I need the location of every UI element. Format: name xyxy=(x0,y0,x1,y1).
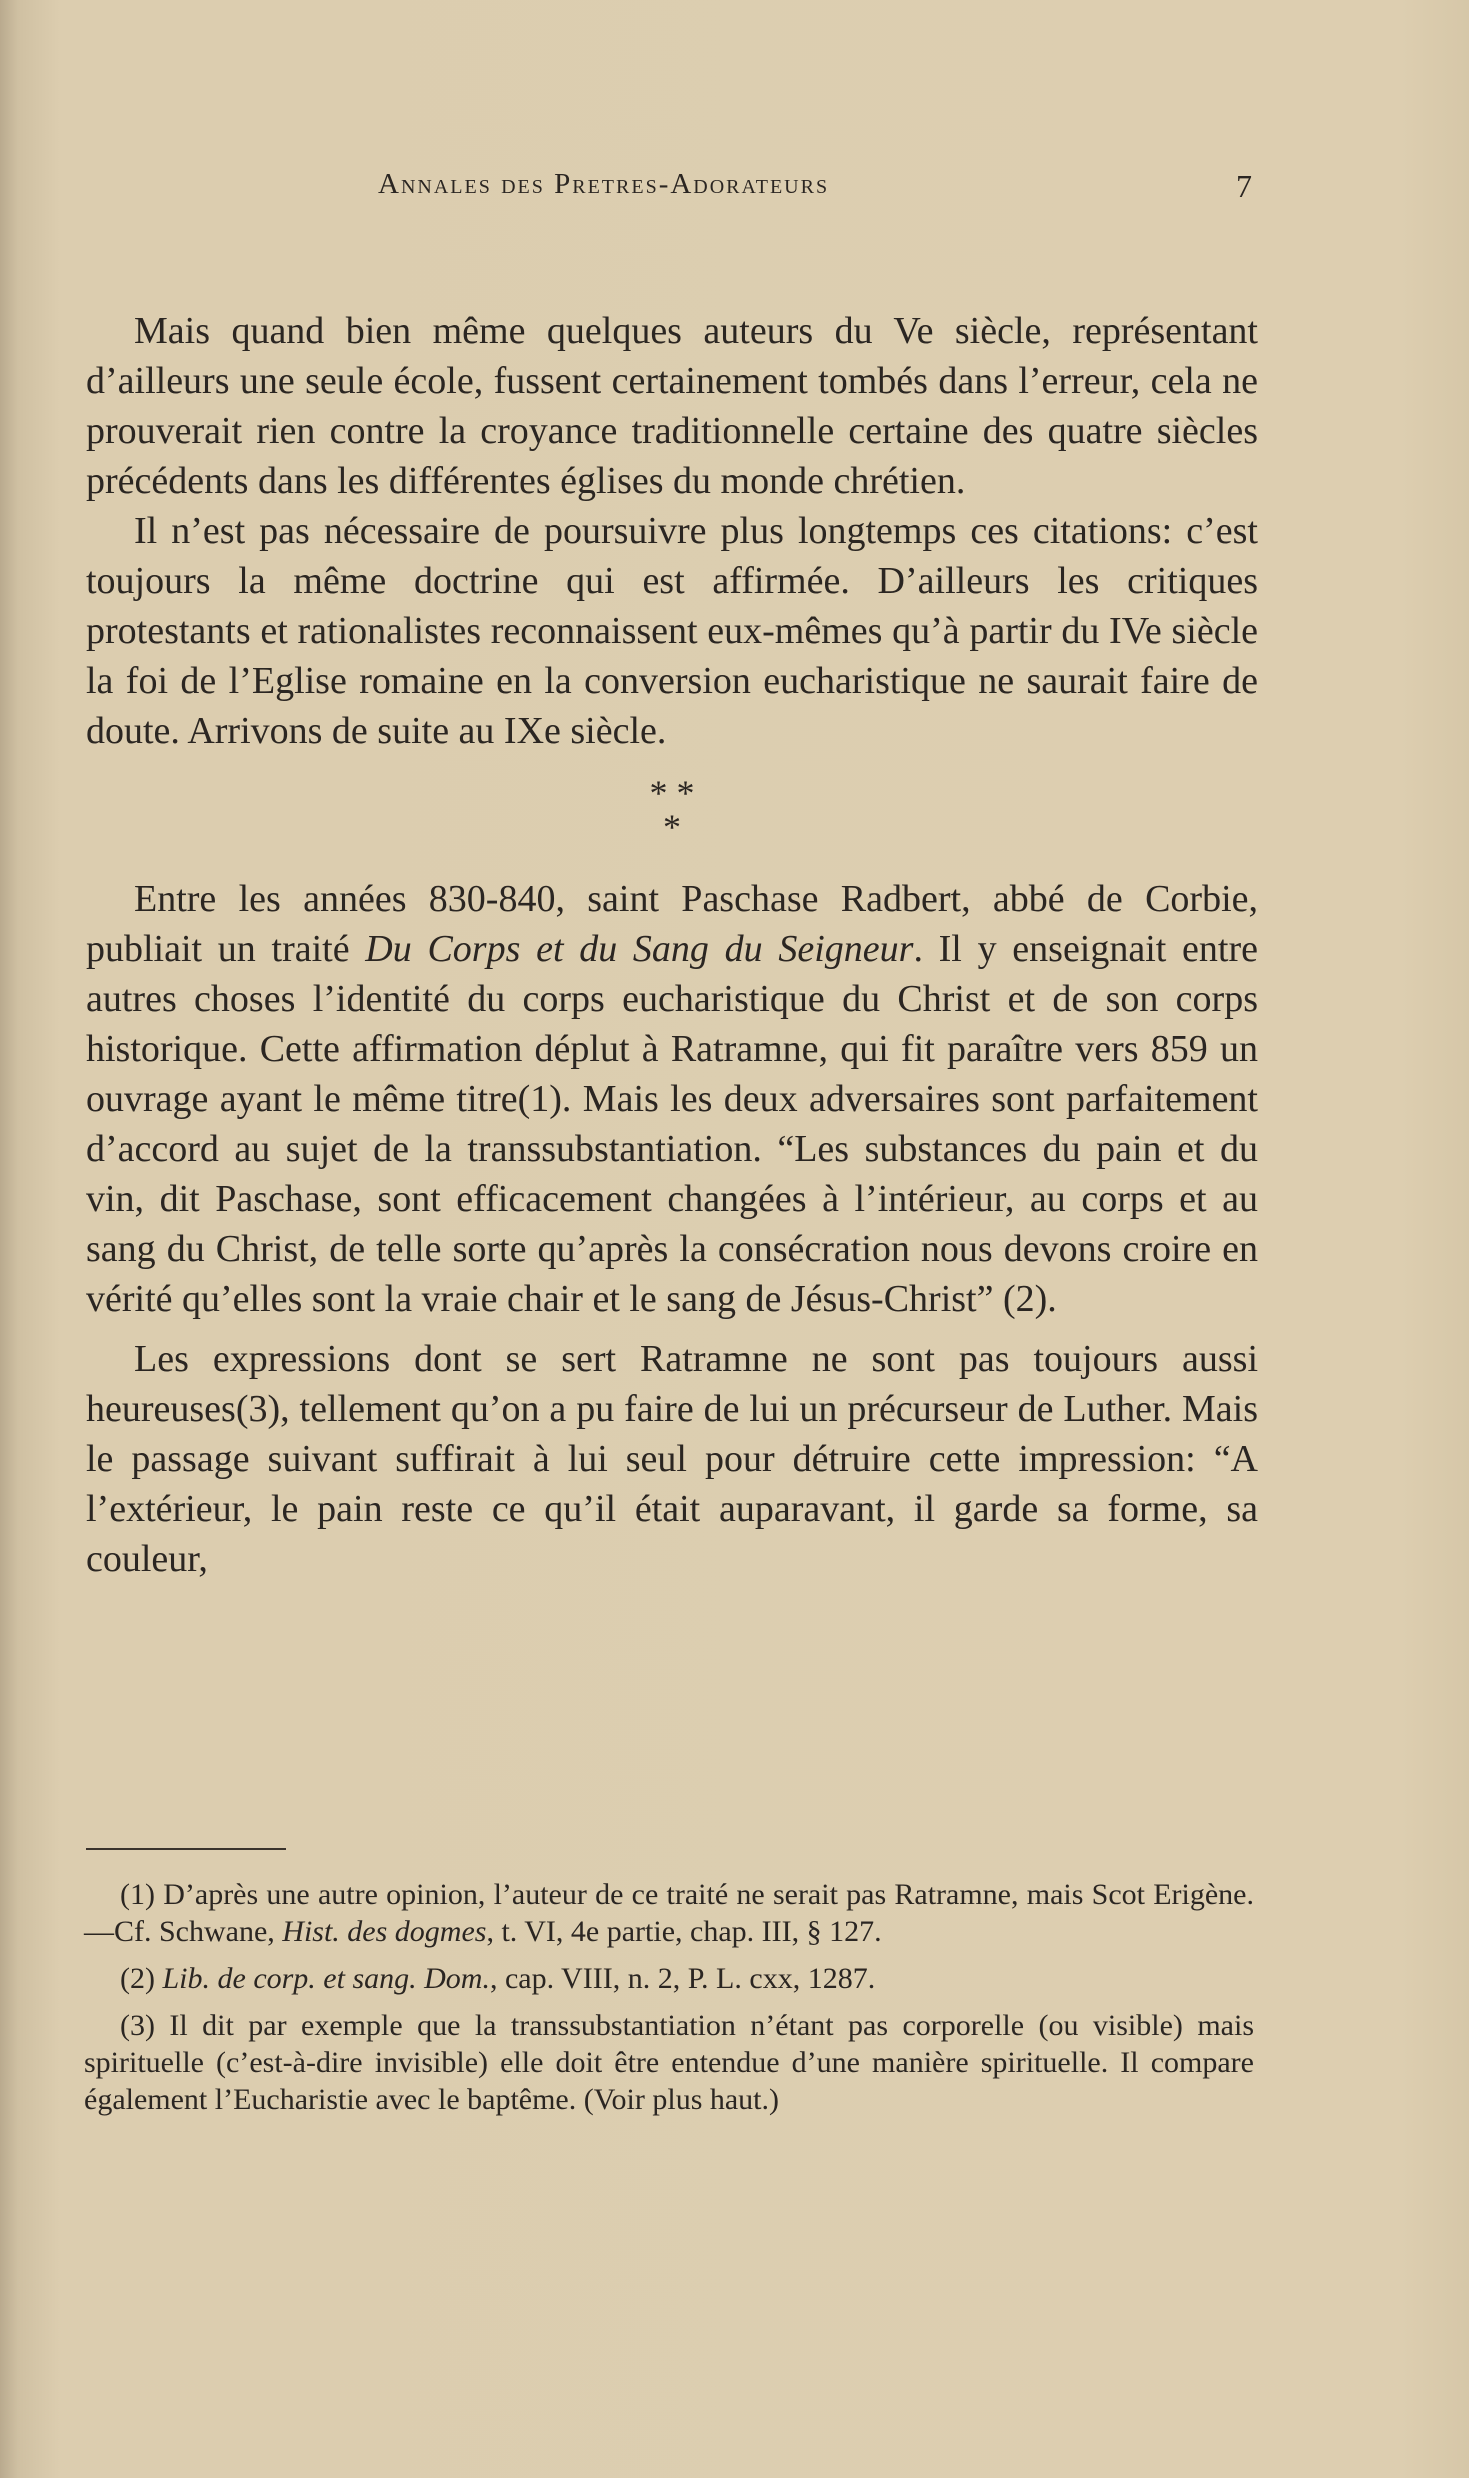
footnote-1-rest: , t. VI, 4e partie, chap. III, § 127. xyxy=(486,1915,882,1948)
book-title: Du Corps et du Sang du Seigneur xyxy=(365,928,914,970)
footnote-rule xyxy=(86,1848,286,1850)
separator-star-bottom: * xyxy=(663,807,681,847)
paragraph-4: Les expressions dont se sert Ratramne ne sont pas toujours aussi heureuses(3), tellement qu’on a pu faire de lui un précurseur de Luther. Mais le passage suivant suffirait à lui seul pour détruire cette impression: “A l’extérieur, le pain reste ce qu’il était auparavant, il garde sa forme, sa couleur, xyxy=(86,1338,1258,1580)
footnote-1-title: Hist. des dogmes xyxy=(282,1915,487,1948)
paragraph-3 xyxy=(86,874,1258,1324)
paragraph-3-rest: . Il y enseignait entre autres choses l’identité du corps eucharistique du Christ et de son corps historique. Cette affirmation déplut à Ratramne, qui fit paraître vers 859 un ouvrage ayant le même titre(1). Mais les deux adversaires sont parfaitement d’accord au sujet de la transsubstantiation. “Les substances du pain et du vin, dit Paschase, sont efficacement changées à l’intérieur, au corps et au sang du Christ, de telle sorte qu’après la consécration nous devons croire en vérité qu’elles sont la vraie chair et le sang de Jésus-Christ” (2). xyxy=(86,928,1258,1320)
footnote-1 xyxy=(84,1876,1254,1950)
footnote-2-rest: , cap. VIII, n. 2, P. L. cxx, 1287. xyxy=(489,1962,876,1995)
page-number: 7 xyxy=(1236,168,1252,204)
separator-stars-top: * * xyxy=(649,773,695,813)
footnote-2-marker: (2) xyxy=(120,1962,163,1995)
main-text xyxy=(86,306,1258,1584)
footnote-1-start: (1) D’après une autre opinion, l’auteur de ce traité ne serait pas Ratramne, mais Scot Erigène.—Cf. Schwane, xyxy=(84,1878,1254,1948)
footnote-2-title: Lib. de corp. et sang. Dom. xyxy=(162,1962,490,1995)
paragraph-2: Il n’est pas nécessaire de poursuivre plus longtemps ces citations: c’est toujours la même doctrine qui est affirmée. D’ailleurs les critiques protestants et rationalistes reconnaissent eux-mêmes qu’à partir du IVe siècle la foi de l’Eglise romaine en la conversion eucharistique ne saurait faire de doute. Arrivons de suite au IXe siècle. xyxy=(86,510,1258,752)
paragraph-3-start: Entre les années 830-840, saint Paschase Radbert, abbé de Corbie, publiait un traité xyxy=(86,878,1258,970)
running-title: Annales des Pretres-Adorateurs xyxy=(378,168,830,200)
footnote-3: (3) Il dit par exemple que la transsubstantiation n’étant pas corporelle (ou visible) mais spirituelle (c’est-à-dire invisible) elle doit être entendue d’une manière spirituelle. Il compare également l’Eucharistie avec le baptême. (Voir plus haut.) xyxy=(84,2009,1254,2116)
footnotes xyxy=(84,1876,1254,2128)
footnote-2 xyxy=(84,1960,1254,1997)
section-separator xyxy=(86,773,1258,847)
paragraph-1: Mais quand bien même quelques auteurs du Ve siècle, représentant d’ailleurs une seule école, fussent certainement tombés dans l’erreur, cela ne prouverait rien contre la croyance traditionnelle certaine des quatre siècles précédents dans les différentes églises du monde chrétien. xyxy=(86,310,1258,502)
